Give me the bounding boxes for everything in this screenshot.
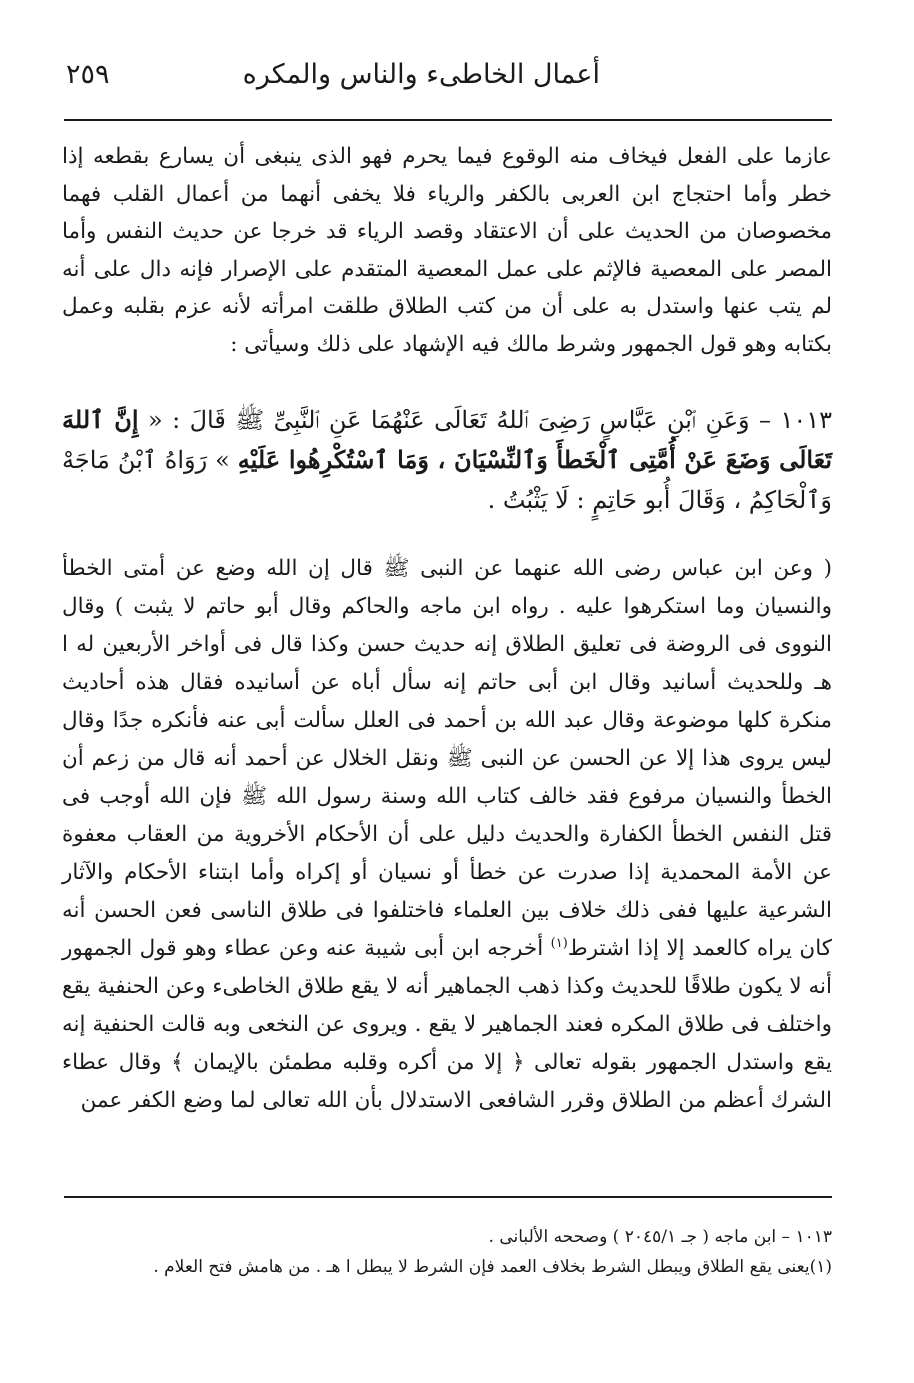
footnote-marker: (١)	[550, 935, 568, 951]
hadith-intro: وَعَنِ ٱبْنِ عَبَّاسٍ رَضِىَ ٱللهُ تَعَالَى عَنْهُمَا عَنِ ٱلنَّبِىِّ ﷺ قَالَ : «	[148, 406, 750, 434]
page-header	[66, 56, 830, 96]
header-divider	[64, 119, 832, 121]
commentary-text-part-1: ( وعن ابن عباس رضى الله عنهما عن النبى ﷺ قال إن الله وضع عن أمتى الخطأ والنسيان وما استكرهوا عليه . رواه ابن ماجه والحاكم وقال أبو حاتم لا يثبت ) وقال النووى فى الروضة فى تعليق الطلاق إنه حديث حسن وكذا قال فى أواخر الأربعين له ا هـ وللحديث أسانيد وقال ابن أبى حاتم إنه سأل أباه عن أسانيده فقال هذه أحاديث منكرة كلها موضوعة وقال عبد الله بن أحمد فى العلل سألت أبى عنه فأنكره جدًا وقال ليس يروى هذا إلا عن الحسن عن النبى ﷺ ونقل الخلال عن أحمد أنه قال من زعم أن الخطأ والنسيان مرفوع فقد خالف كتاب الله وسنة رسول الله ﷺ فإن الله أوجب فى قتل النفس الخطأ الكفارة والحديث دليل على أن الأحكام الأخروية من العقاب معفوة عن الأمة المحمدية إذا صدرت عن خطأ أو نسيان أو إكراه وأما ابتناء الأحكام والآثار الشرعية عليها ففى ذلك خلاف بين العلماء فاختلفوا فى طلاق الناسى فعن الحسن أنه كان يراه كالعمد إلا إذا اشترط	[62, 556, 832, 961]
commentary-paragraph-2	[62, 550, 832, 1120]
footnote-hadith-reference: ١٠١٣ – ابن ماجه ( جـ ٢٠٤٥/١ ) وصححه الألبانى .	[488, 1227, 832, 1247]
commentary-text: عازما على الفعل فيخاف منه الوقوع فيما يحرم فهو الذى ينبغى أن يسارع بقطعه إذا خطر وأما احتجاج ابن العربى بالكفر والرياء فلا يخفى أنهما من أعمال القلب فهما مخصوصان من الحديث على أن الاعتقاد وقصد الرياء قد خرجا عن حديث النفس وأما المصر على المعصية فالإثم على عمل المعصية المتقدم على الإصرار فإنه دال على أنه لم يتب عنها واستدل به على أن من كتب الطلاق طلقت امرأته لأنه عزم بقلبه وعمل بكتابه وهو قول الجمهور وشرط مالك فيه الإشهاد على ذلك وسيأتى :	[62, 144, 832, 357]
commentary-text-part-2: أخرجه ابن أبى شيبة عنه وعن عطاء وهو قول الجمهور أنه لا يكون طلاقًا للحديث وكذا ذهب الجماهير أنه لا يقع طلاق الخاطىء وعن الحنفية يقع واختلف فى طلاق المكره فعند الجماهير لا يقع . ويروى عن النخعى وبه قالت الحنفية إنه يقع واستدل الجمهور بقوله تعالى ﴿ إلا من أكره وقلبه مطمئن بالإيمان ﴾ وقال عطاء الشرك أعظم من الطلاق وقرر الشافعى الاستدلال بأن الله تعالى لما وضع الكفر عمن	[62, 936, 832, 1113]
footnotes	[62, 1222, 832, 1282]
commentary-text	[62, 550, 832, 1120]
hadith-matn: إِنَّ ٱللهَ تَعَالَى وَضَعَ عَنْ أُمَّتِى ٱلْخَطأَ وَٱلنِّسْيَانَ ، وَمَا ٱسْتُكْرِهُوا عَلَيْهِ	[62, 405, 832, 474]
commentary-paragraph-1	[62, 138, 832, 364]
footnote-1: (١)يعنى يقع الطلاق ويبطل الشرط بخلاف العمد فإن الشرط لا يبطل ا هـ . من هامش فتح العلام .	[153, 1257, 832, 1277]
page-number: ٢٥٩	[66, 59, 110, 90]
hadith-close-quote: »	[215, 446, 230, 474]
hadith-text	[62, 400, 832, 520]
hadith-block	[62, 400, 832, 520]
hadith-number: ١٠١٣ –	[759, 406, 832, 434]
hadith-source: رَوَاهُ ٱبْنُ مَاجَهْ وَٱلْحَاكِمُ ، وَقَالَ أُبو حَاتِمٍ : لَا يَثْبُتُ .	[62, 446, 832, 514]
running-title: أعمال الخاطىء والناس والمكره	[242, 59, 600, 90]
footnote-divider	[64, 1196, 832, 1198]
